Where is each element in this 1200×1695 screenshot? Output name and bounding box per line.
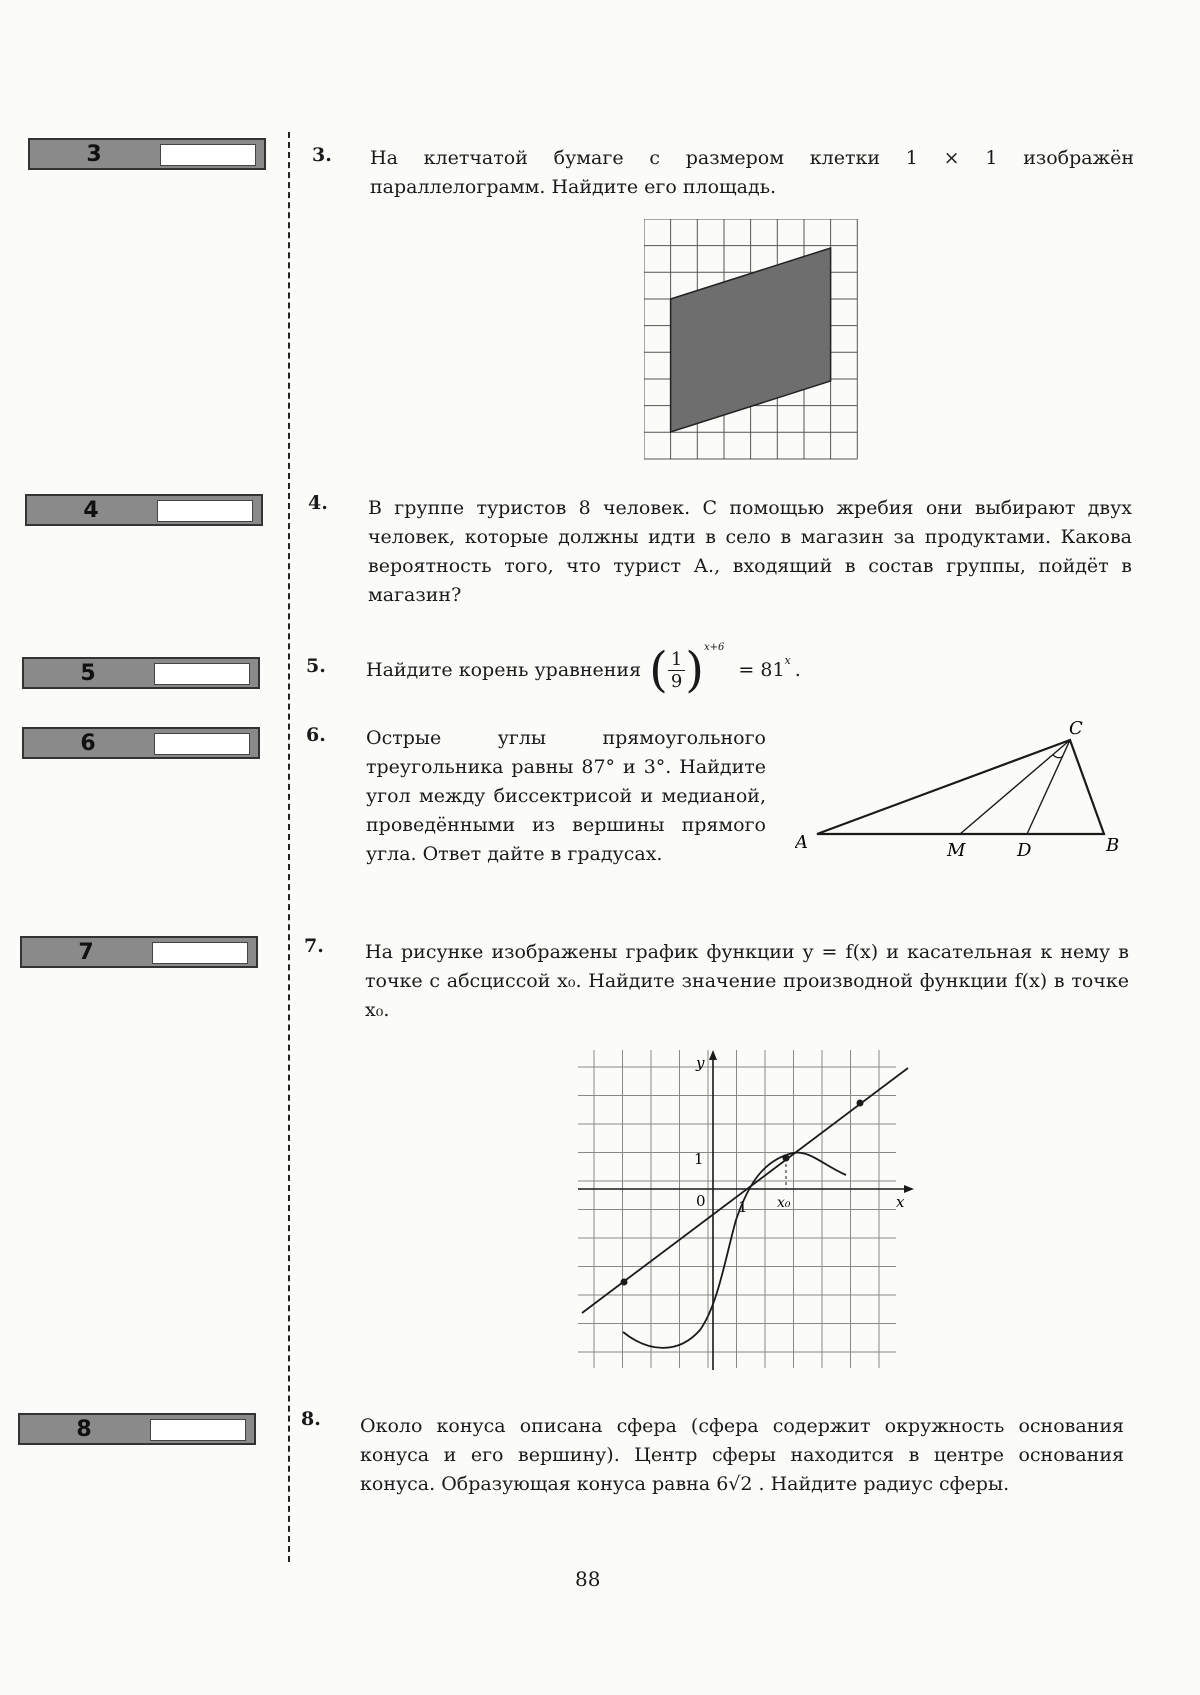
median-cm: [960, 740, 1070, 834]
triangle-abc: [817, 740, 1104, 834]
parallelogram-figure: [644, 219, 862, 462]
x-axis-label: x: [896, 1193, 905, 1211]
answer-box-label: 8: [76, 1416, 92, 1442]
label-m: M: [947, 840, 966, 861]
answer-box-6: [22, 727, 260, 759]
answer-box-3: [28, 138, 266, 170]
function-graph: [578, 1050, 914, 1370]
y-axis-label: y: [696, 1054, 705, 1072]
answer-box-4: [25, 494, 263, 526]
answer-box-label: 3: [86, 141, 102, 167]
answer-field[interactable]: [154, 663, 250, 685]
answer-box-label: 6: [80, 730, 96, 756]
answer-field[interactable]: [154, 733, 250, 755]
answer-field[interactable]: [150, 1419, 246, 1441]
task-6-text: Острые углы прямоугольного треугольника равны 87° и 3°. Найдите угол между биссектрисой и медианой, проведёнными из вершины прямого угла. Ответ дайте в градусах.: [366, 727, 766, 865]
label-c: C: [1069, 718, 1083, 739]
answer-box-8: [18, 1413, 256, 1445]
answer-box-7: [20, 936, 258, 968]
angle-mark: [1053, 755, 1063, 758]
task-3-text: На клетчатой бумаге с размером клетки 1 × 1 изображён параллелограмм. Найдите его площадь.: [370, 147, 1134, 198]
task-4-number: 4.: [308, 492, 328, 514]
parallelogram: [671, 248, 831, 432]
triangle-figure: [795, 715, 1135, 865]
task-5-text: Найдите корень уравнения: [366, 659, 642, 681]
graph-grid: [578, 1050, 896, 1368]
task-6-number: 6.: [306, 724, 326, 746]
task-7-number: 7.: [304, 935, 324, 957]
task-7-text: На рисунке изображены график функции y = f(x) и касательная к нему в точке с абсциссой x₀. Найдите значение производной функции f(x) в точке x₀.: [365, 941, 1129, 1021]
task-5-equation: Найдите корень уравнения ( $\frac{1}{9}$ ) x+6 = 81 x .: [366, 642, 801, 698]
label-b: B: [1106, 835, 1120, 856]
cut-line: [288, 132, 290, 1562]
y-axis-arrow: [709, 1050, 717, 1060]
equation-end: .: [794, 659, 801, 681]
page-number: 88: [575, 1567, 601, 1591]
task-3-number: 3.: [312, 144, 332, 166]
function-curve: [623, 1153, 846, 1348]
task-8-number: 8.: [301, 1408, 321, 1430]
origin-label: 0: [696, 1192, 706, 1210]
answer-box-label: 5: [80, 660, 96, 686]
answer-field[interactable]: [160, 144, 256, 166]
x-unit-label: 1: [738, 1198, 748, 1216]
label-a: A: [795, 832, 808, 853]
answer-box-5: [22, 657, 260, 689]
y-unit-label: 1: [694, 1150, 704, 1168]
equation-exponent: x+6: [704, 642, 725, 653]
label-d: D: [1017, 840, 1032, 861]
x-axis-arrow: [904, 1185, 914, 1193]
task-5-number: 5.: [306, 655, 326, 677]
fraction-denominator: 9: [670, 670, 683, 692]
answer-box-label: 4: [83, 497, 99, 523]
task-4-text: В группе туристов 8 человек. С помощью жребия они выбирают двух человек, которые должны идти в село в магазин за продуктами. Какова вероятность того, что турист А., входящий в состав группы, пойдёт в магазин?: [368, 497, 1132, 606]
fraction-numerator: 1: [668, 649, 685, 671]
x0-label: x₀: [777, 1195, 791, 1211]
equation-rhs: = 81: [738, 659, 785, 681]
task-8-text: Около конуса описана сфера (сфера содержит окружность основания конуса и его вершину). Центр сферы находится в центре основания конуса. Образующая конуса равна 6√2 . Найдите радиус сферы.: [360, 1415, 1124, 1495]
tangent-point-right: [857, 1100, 864, 1107]
answer-field[interactable]: [152, 942, 248, 964]
tangent-point-left: [621, 1279, 628, 1286]
equation-rhs-exponent: x: [784, 654, 791, 667]
answer-box-label: 7: [78, 939, 94, 965]
answer-field[interactable]: [157, 500, 253, 522]
